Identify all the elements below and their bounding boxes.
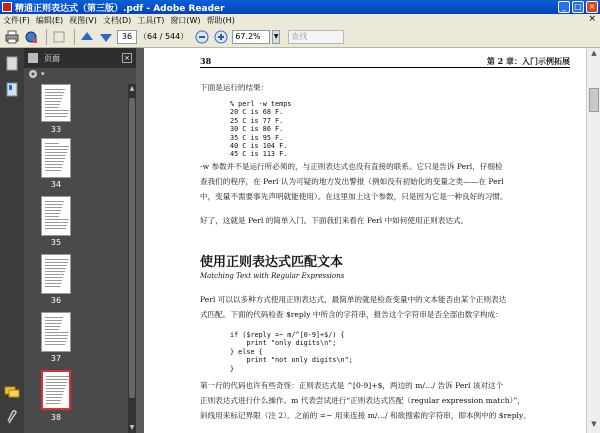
thumbnail-text-line [45,219,69,220]
scroll-thumb[interactable] [129,98,135,398]
thumbnail-text-line [45,146,69,147]
chevron-down-icon[interactable]: ▾ [41,70,45,78]
code-block: % perl -w temps 20 C is 68 F. 25 C is 77 F. 30 C is 86 F. 35 C is 95 F. 40 C is 104 F. 45 C is 113 F. [230,100,292,159]
paragraph-line: -w 参数并不是运行所必须的，与正则表达式也没有直接的联系。它只是告诉 Perl，仔细检 [200,162,503,171]
scroll-up-icon[interactable]: ▲ [591,49,597,57]
zoom-in-icon[interactable] [213,29,229,45]
close-button[interactable]: × [586,1,598,13]
thumbnail-text-line [45,317,63,318]
attachments-icon[interactable] [4,410,20,426]
thumbnail-text-line [45,277,63,278]
thumbnail-text-line [45,341,66,342]
thumbnail-text-line [46,403,60,404]
thumbnail-text-line [45,158,65,159]
thumbnail-text-line [45,280,62,281]
thumbnail-text-line [45,110,69,111]
next-page-icon[interactable] [98,29,114,45]
thumbnail-text-line [45,155,66,156]
thumbnail-text-line [45,332,69,333]
thumbnail-text-line [45,101,61,102]
thumbnail-text-line [45,116,67,117]
thumbnail-text-line [45,265,67,266]
paragraph: 好了，这就是 Perl 的简单入门。下面我们来看在 Perl 中如何使用正则表达式。 [200,216,469,225]
bookmarks-icon[interactable] [4,82,20,98]
thumbnail-label: 33 [50,125,62,134]
thumbnail-text-line [46,400,61,401]
panel-options[interactable] [24,68,136,80]
thumbnail-text-line [45,286,60,287]
menu-tools[interactable]: 工具(T) [137,15,165,25]
thumbnail-text-line [45,228,66,229]
adobe-reader-icon [2,2,12,12]
share-icon[interactable] [23,29,39,45]
thumbnail-text-line [45,149,68,150]
pages-panel-icon[interactable] [4,56,20,72]
thumbnail-text-line [46,379,68,380]
paragraph-line: 第一行的代码也许有些奇怪：正则表达式是 ^[0-9]+$，两边的 m/…/ 告诉 Perl 该对这个 [200,381,504,390]
thumbnail-text-line [45,107,59,108]
window-title: 精通正则表达式（第三版）.pdf - Adobe Reader [15,3,225,14]
thumbnail-text-line [45,216,59,217]
menu-edit[interactable]: 编辑(E) [35,15,64,25]
zoom-level-input[interactable]: 67.2% [232,30,270,44]
thumbnail-text-line [45,164,63,165]
code-block: if ($reply =~ m/^[0-9]+$/) { print "only digits\n"; } else { print "not only digits\n"; } [230,331,353,373]
page-thumbnail[interactable] [41,138,71,178]
thumbnail-text-line [45,222,68,223]
select-tool-icon[interactable] [51,29,67,45]
thumbnail-text-line [45,271,65,272]
thumbnail-text-line [46,382,67,383]
toolbar-divider [46,29,47,45]
page-thumbnail[interactable] [41,254,71,294]
page-thumbnail[interactable] [41,196,71,236]
scroll-down-icon[interactable]: ▼ [129,424,135,431]
thumbnail-text-line [45,329,59,330]
zoom-out-icon[interactable] [194,29,210,45]
thumbnail-text-line [45,323,61,324]
maximize-button[interactable]: □ [572,1,584,13]
thumbnail-text-line [46,388,65,389]
thumbnail-text-line [45,201,64,202]
pdf-page [200,48,570,433]
section-heading: 使用正则表达式匹配文本 [200,255,344,270]
page-count: （64 / 544） [139,32,189,41]
panel-splitter[interactable] [136,48,144,433]
paragraph-line: 正则表达式进行什么操作。m 代表尝试进行“正则表达式匹配（regular expression match）”， [200,396,525,405]
comments-icon[interactable] [4,384,20,400]
thumbnail-text-line [45,143,59,144]
section-heading-english: Matching Text with Regular Expressions [200,272,345,280]
thumbnail-text-line [45,326,60,327]
toolbar-divider [74,29,75,45]
page-number-input[interactable]: 36 [117,30,137,44]
thumbnail-text-line [46,391,64,392]
thumbnail-text-line [45,152,67,153]
thumbnail-text-line [45,92,64,93]
toolbar [0,26,600,48]
panel-title: 页面 [44,53,60,63]
panel-close-icon[interactable]: × [122,53,132,63]
menu-view[interactable]: 视图(V) [69,15,97,25]
thumbnail-text-line [46,394,63,395]
thumbnail-text-line [45,167,62,168]
window-controls [558,1,598,13]
thumbnail-text-line [45,95,63,96]
paragraph-line: 中，变量不需要事先声明就能使用）。在这里加上这个参数，只是因为它是一种良好的习惯。 [200,192,508,201]
running-header [200,54,570,68]
thumbnail-text-line [45,262,68,263]
previous-page-icon[interactable] [79,29,95,45]
minimize-button[interactable]: _ [558,1,570,13]
thumbnail-label: 35 [50,238,62,247]
thumbnail-label: 38 [50,413,62,422]
thumbnail-text-line [45,274,64,275]
pages-panel [24,48,136,433]
thumbnail-text-line [45,283,61,284]
header-page-number: 38 [200,56,212,66]
thumbnail-text-line [45,204,63,205]
thumbnail-text-line [46,397,62,398]
navigation-strip [0,48,24,433]
paragraph-line: 查我们的程序，在 Perl 认为可疑的地方发出警报（例如没有初始化的变量之类——在 Perl [200,177,504,186]
thumbnail-text-line [46,376,69,377]
panel-header [24,48,136,68]
thumbnail-text-line [45,113,68,114]
panel-scrollbar[interactable] [128,84,136,433]
scroll-up-icon[interactable]: ▲ [129,85,135,92]
document-scrollbar[interactable] [586,48,600,433]
paragraph-line: Perl 可以以多种方式使用正则表达式，最简单的就是检查变量中的文本能否由某个正则表达 [200,295,507,304]
menu-file[interactable]: 文件(F) [3,15,30,25]
menu-window[interactable]: 窗口(W) [170,15,201,25]
document-close-icon[interactable]: × [588,14,596,24]
thumbnail-list [24,84,128,433]
zoom-dropdown-icon[interactable]: ▼ [272,30,280,44]
thumbnail-text-line [45,161,64,162]
paragraph-line: 斜线用来标记界限（注 2）。之前的 =~ 用来连接 m/…/ 和欲搜索的字符串，即本例中的 $reply。 [200,411,531,420]
thumbnail-text-line [45,344,65,345]
pages-icon [28,53,38,63]
thumbnail-text-line [45,207,62,208]
print-icon[interactable] [4,29,20,45]
menu-help[interactable]: 帮助(H) [206,15,235,25]
scroll-thumb[interactable] [589,88,599,112]
page-thumbnail-selected[interactable] [41,370,71,410]
search-input[interactable]: 查找 [288,30,344,44]
thumbnail-text-line [45,89,65,90]
menu-document[interactable]: 文档(D) [102,15,132,25]
thumbnail-text-line [45,98,62,99]
thumbnail-text-line [45,213,60,214]
paragraph: 下面是运行的结果： [200,83,269,92]
paragraph-line: 式匹配。下面的代码检查 $reply 中所含的字符串，报告这个字符串是否全部由数字构成： [200,310,503,319]
gear-icon[interactable] [28,69,40,79]
page-thumbnail[interactable] [41,84,71,122]
thumbnail-text-line [45,335,68,336]
thumbnail-text-line [45,170,61,171]
thumbnail-text-line [45,210,61,211]
thumbnail-label: 34 [50,180,62,189]
thumbnail-text-line [45,225,67,226]
header-chapter: 第 2 章：入门示例拓展 [486,56,570,66]
menu-bar [0,14,600,26]
thumbnail-label: 37 [50,354,62,363]
thumbnail-text-line [45,259,69,260]
title-bar [0,0,600,14]
page-thumbnail[interactable] [41,312,71,352]
thumbnail-text-line [45,338,67,339]
thumbnail-text-line [46,385,66,386]
thumbnail-text-line [45,320,62,321]
thumbnail-text-line [45,268,66,269]
thumbnail-text-line [45,104,60,105]
thumbnail-label: 36 [50,296,62,305]
document-view [144,48,600,433]
scroll-down-icon[interactable]: ▼ [591,420,597,428]
